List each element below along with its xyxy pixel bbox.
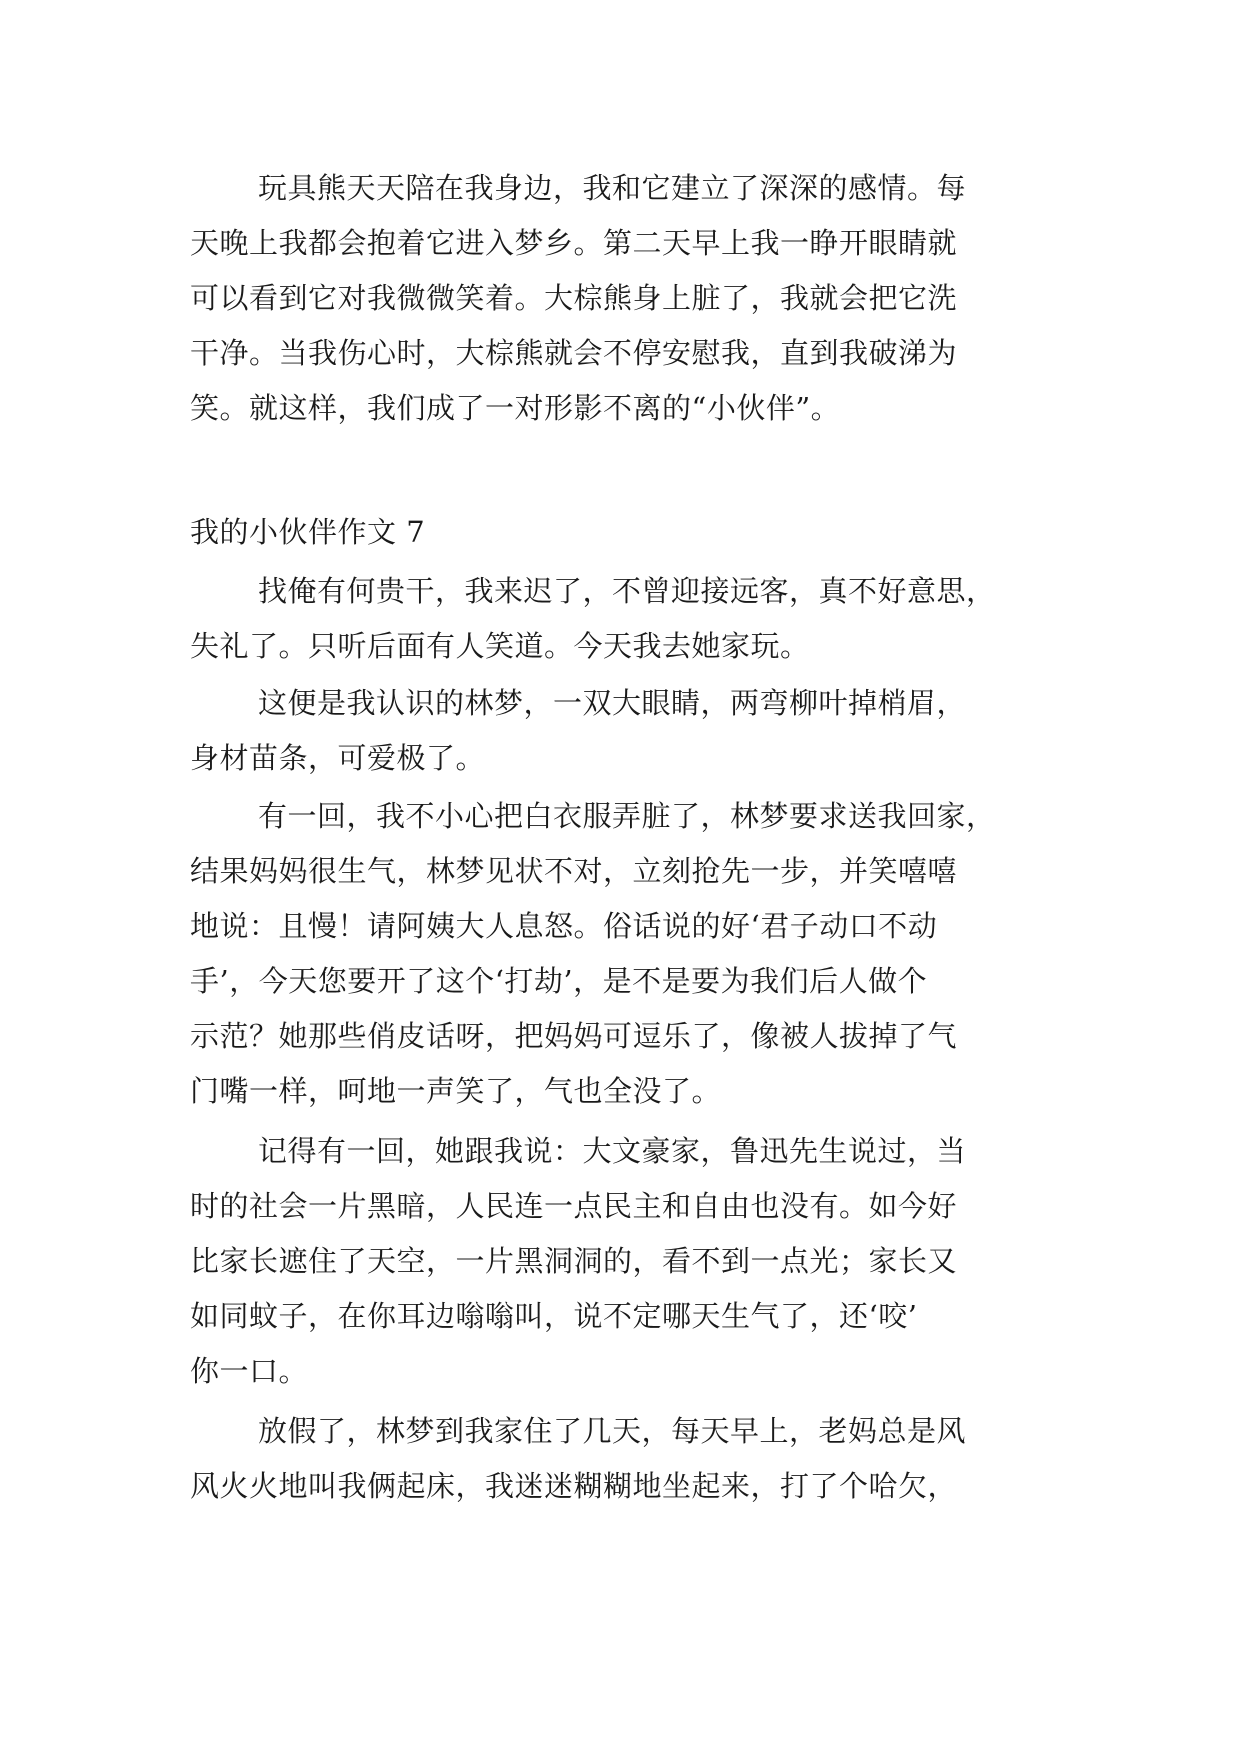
paragraph-1-line-4: 干净。当我伤心时，大棕熊就会不停安慰我，直到我破涕为 (190, 336, 958, 370)
paragraph-1-line-3: 可以看到它对我微微笑着。大棕熊身上脏了，我就会把它洗 (190, 281, 958, 315)
paragraph-6-line-2: 风火火地叫我俩起床，我迷迷糊糊地坐起来，打了个哈欠， (190, 1469, 958, 1503)
paragraph-4-line-4: 手’，今天您要开了这个‘打劫’，是不是要为我们后人做个 (190, 964, 928, 998)
paragraph-5-line-5: 你一口。 (190, 1354, 309, 1388)
paragraph-3-line-1: 这便是我认识的林梦，一双大眼睛，两弯柳叶掉梢眉， (258, 686, 967, 720)
paragraph-6-line-1: 放假了，林梦到我家住了几天，每天早上，老妈总是风 (258, 1414, 967, 1448)
paragraph-1-line-2: 天晚上我都会抱着它进入梦乡。第二天早上我一睁开眼睛就 (190, 226, 958, 260)
paragraph-4-line-1: 有一回，我不小心把白衣服弄脏了，林梦要求送我回家， (258, 799, 996, 833)
paragraph-5-line-3: 比家长遮住了天空，一片黑洞洞的，看不到一点光；家长又 (190, 1244, 958, 1278)
section-title: 我的小伙伴作文 7 (190, 515, 426, 549)
paragraph-5-line-2: 时的社会一片黑暗，人民连一点民主和自由也没有。如今好 (190, 1189, 958, 1223)
paragraph-1-line-1: 玩具熊天天陪在我身边，我和它建立了深深的感情。每 (258, 171, 967, 205)
paragraph-2-line-2: 失礼了。只听后面有人笑道。今天我去她家玩。 (190, 629, 810, 663)
paragraph-2-line-1: 找俺有何贵干，我来迟了，不曾迎接远客，真不好意思， (258, 574, 996, 608)
paragraph-4-line-5: 示范？她那些俏皮话呀，把妈妈可逗乐了，像被人拔掉了气 (190, 1019, 958, 1053)
paragraph-1-line-5: 笑。就这样，我们成了一对形影不离的“小伙伴”。 (190, 391, 841, 425)
paragraph-4-line-3: 地说：且慢！请阿姨大人息怒。俗话说的好‘君子动口不动 (190, 909, 938, 943)
paragraph-5-line-1: 记得有一回，她跟我说：大文豪家，鲁迅先生说过，当 (258, 1134, 967, 1168)
paragraph-5-line-4: 如同蚊子，在你耳边嗡嗡叫，说不定哪天生气了，还‘咬’ (190, 1299, 918, 1333)
paragraph-4-line-2: 结果妈妈很生气，林梦见状不对，立刻抢先一步，并笑嘻嘻 (190, 854, 958, 888)
paragraph-4-line-6: 门嘴一样，呵地一声笑了，气也全没了。 (190, 1074, 722, 1108)
paragraph-3-line-2: 身材苗条，可爱极了。 (190, 741, 486, 775)
